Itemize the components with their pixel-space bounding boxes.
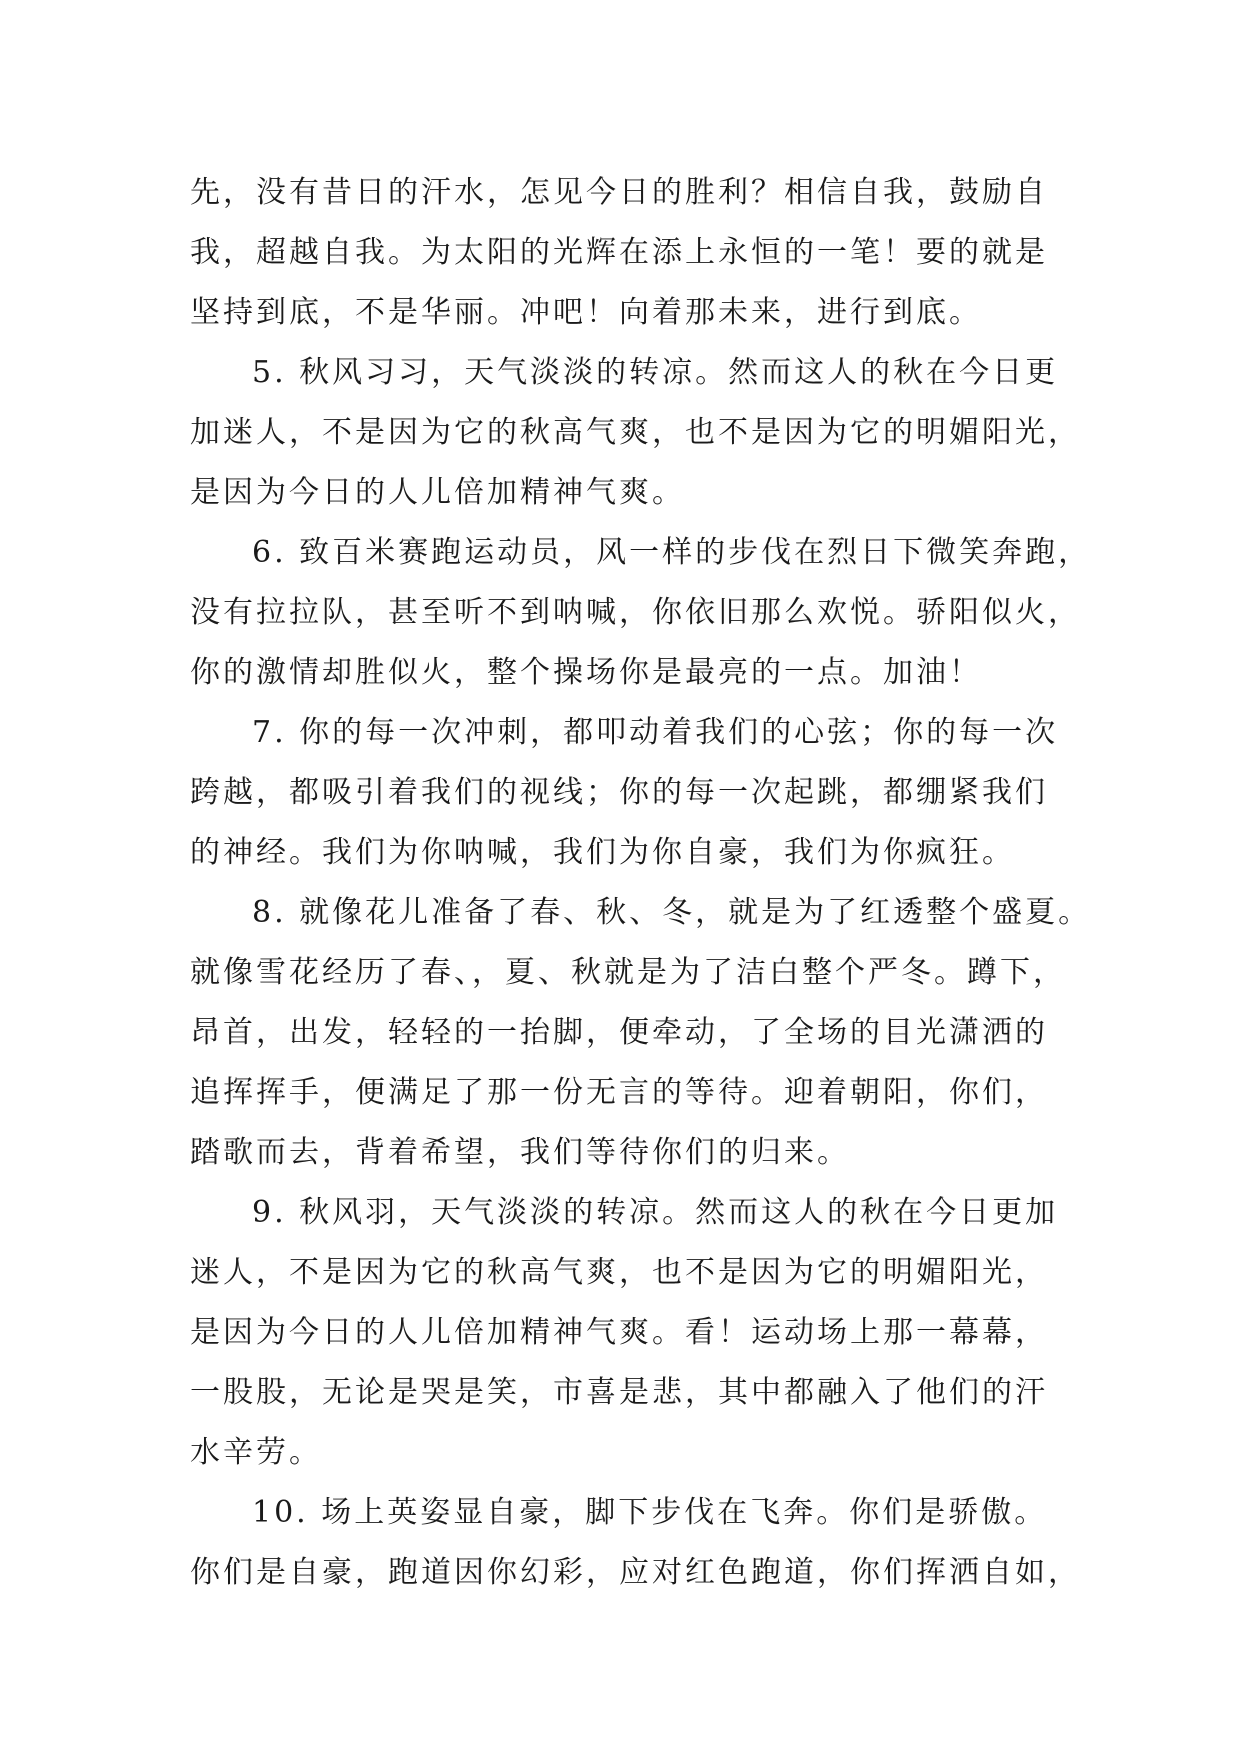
text-line: 你的激情却胜似火，整个操场你是最亮的一点。加油！ [190,655,982,690]
text-line: 加迷人，不是因为它的秋高气爽，也不是因为它的明媚阳光， [190,415,1081,450]
text-line: 是因为今日的人儿倍加精神气爽。 [190,475,685,510]
paragraph-item-8 [190,883,1092,1183]
text-line: 6. 致百米赛跑运动员，风一样的步伐在烈日下微笑奔跑， [252,535,1092,570]
text-line: 的神经。我们为你呐喊，我们为你自豪，我们为你疯狂。 [190,835,1015,870]
text-line: 没有拉拉队，甚至听不到呐喊，你依旧那么欢悦。骄阳似火， [190,595,1081,630]
text-line: 10. 场上英姿显自豪，脚下步伐在飞奔。你们是骄傲。 [252,1495,1048,1530]
text-line: 踏歌而去，背着希望，我们等待你们的归来。 [190,1135,850,1170]
text-line: 先，没有昔日的汗水，怎见今日的胜利？相信自我，鼓励自 [190,175,1048,210]
paragraph-item-6 [190,523,1092,703]
paragraph-item-10 [190,1483,1081,1603]
text-line: 是因为今日的人儿倍加精神气爽。看！运动场上那一幕幕， [190,1315,1048,1350]
text-line: 7. 你的每一次冲刺，都叩动着我们的心弦；你的每一次 [252,715,1059,750]
text-line: 你们是自豪，跑道因你幻彩，应对红色跑道，你们挥洒自如， [190,1555,1081,1590]
paragraph-continuation [190,163,1060,343]
text-line: 9. 秋风羽，天气淡淡的转凉。然而这人的秋在今日更加 [252,1195,1059,1230]
text-line: 迷人，不是因为它的秋高气爽，也不是因为它的明媚阳光， [190,1255,1048,1290]
text-line: 8. 就像花儿准备了春、秋、冬，就是为了红透整个盛夏。 [252,895,1092,930]
paragraph-item-5 [190,343,1081,523]
text-line: 跨越，都吸引着我们的视线；你的每一次起跳，都绷紧我们 [190,775,1048,810]
paragraph-item-7 [190,703,1060,883]
text-line: 坚持到底，不是华丽。冲吧！向着那未来，进行到底。 [190,295,982,330]
text-line: 一股股，无论是哭是笑，市喜是悲，其中都融入了他们的汗 [190,1375,1048,1410]
text-line: 5. 秋风习习，天气淡淡的转凉。然而这人的秋在今日更 [252,355,1059,390]
text-line: 我，超越自我。为太阳的光辉在添上永恒的一笔！要的就是 [190,235,1048,270]
text-line: 就像雪花经历了春、，夏、秋就是为了洁白整个严冬。蹲下， [190,955,1066,990]
text-line: 追挥挥手，便满足了那一份无言的等待。迎着朝阳，你们， [190,1075,1048,1110]
document-body [190,163,1092,1603]
paragraph-item-9 [190,1183,1060,1483]
text-line: 昂首，出发，轻轻的一抬脚，便牵动，了全场的目光潇洒的 [190,1015,1048,1050]
text-line: 水辛劳。 [190,1435,322,1470]
